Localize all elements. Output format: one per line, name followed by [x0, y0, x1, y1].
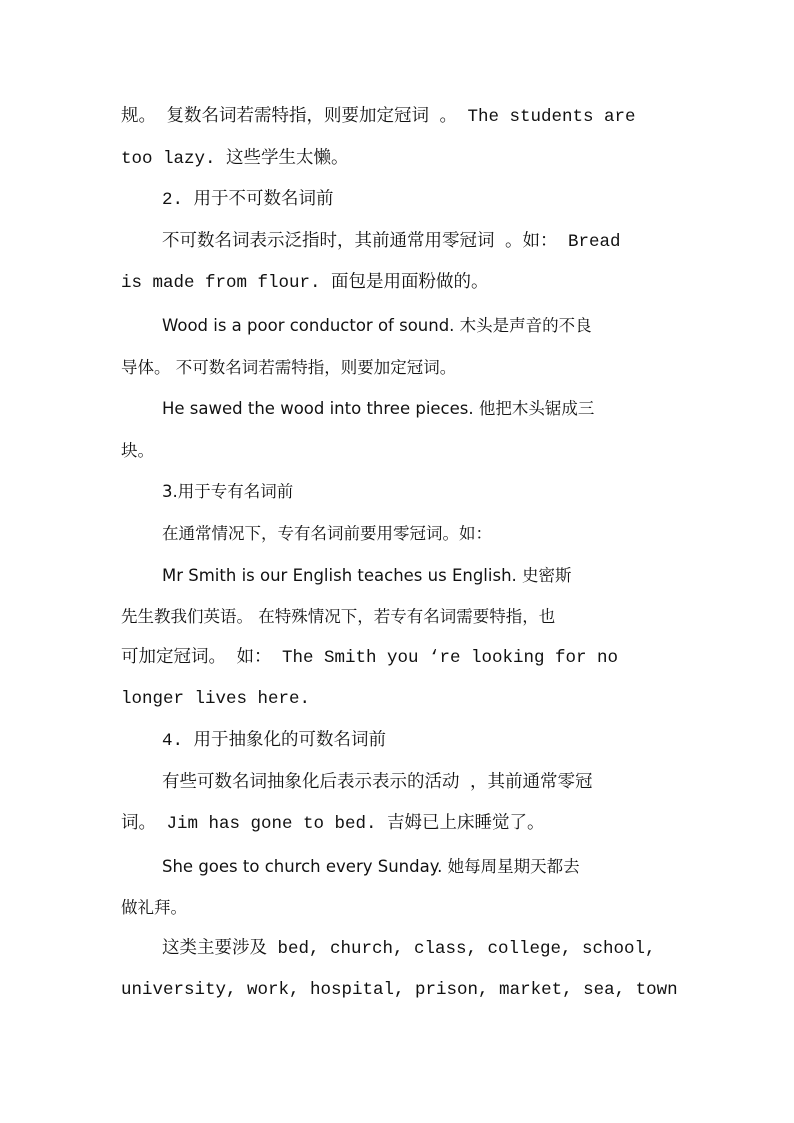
- text-line-21: 这类主要涉及 bed, church, class, college, school,: [162, 938, 656, 959]
- text-line-6: Wood is a poor conductor of sound. 木头是声音的不良: [162, 315, 592, 335]
- document-body: [121, 97, 678, 1012]
- text-line-17: 有些可数名词抽象化后表示表示的活动 ，其前通常零冠: [162, 772, 593, 793]
- text-line-12: Mr Smith is our English teaches us English. 史密斯: [162, 565, 572, 585]
- text-line-2: too lazy. 这些学生太懒。: [121, 148, 349, 169]
- text-line-15: longer lives here.: [121, 689, 311, 710]
- text-line-11: 在通常情况下，专有名词前要用零冠词。如：: [162, 523, 492, 543]
- text-line-14: 可加定冠词。 如： The Smith you ‘re looking for no: [121, 647, 619, 668]
- text-line-20: 做礼拜。: [121, 898, 187, 918]
- text-line-19: She goes to church every Sunday. 她每周星期天都去: [162, 856, 580, 876]
- section-heading-3: 3.用于专有名词前: [162, 482, 294, 502]
- text-line-9: 块。: [121, 440, 154, 460]
- section-heading-4: 4. 用于抽象化的可数名词前: [162, 730, 387, 751]
- text-line-13: 先生教我们英语。 在特殊情况下，若专有名词需要特指，也: [121, 607, 556, 627]
- text-line-7: 导体。 不可数名词若需特指，则要加定冠词。: [121, 357, 457, 377]
- text-line-8: He sawed the wood into three pieces. 他把木头锯成三: [162, 399, 595, 419]
- text-line-1: 规。 复数名词若需特指，则要加定冠词 。 The students are: [121, 107, 636, 127]
- section-heading-2: 2. 用于不可数名词前: [162, 190, 334, 211]
- text-line-22: university, work, hospital, prison, market, sea, town: [121, 980, 678, 1001]
- text-line-18: 词。 Jim has gone to bed. 吉姆已上床睡觉了。: [121, 814, 545, 835]
- text-line-4: 不可数名词表示泛指时，其前通常用零冠词 。如： Bread: [162, 231, 621, 252]
- text-line-5: is made from flour. 面包是用面粉做的。: [121, 273, 489, 294]
